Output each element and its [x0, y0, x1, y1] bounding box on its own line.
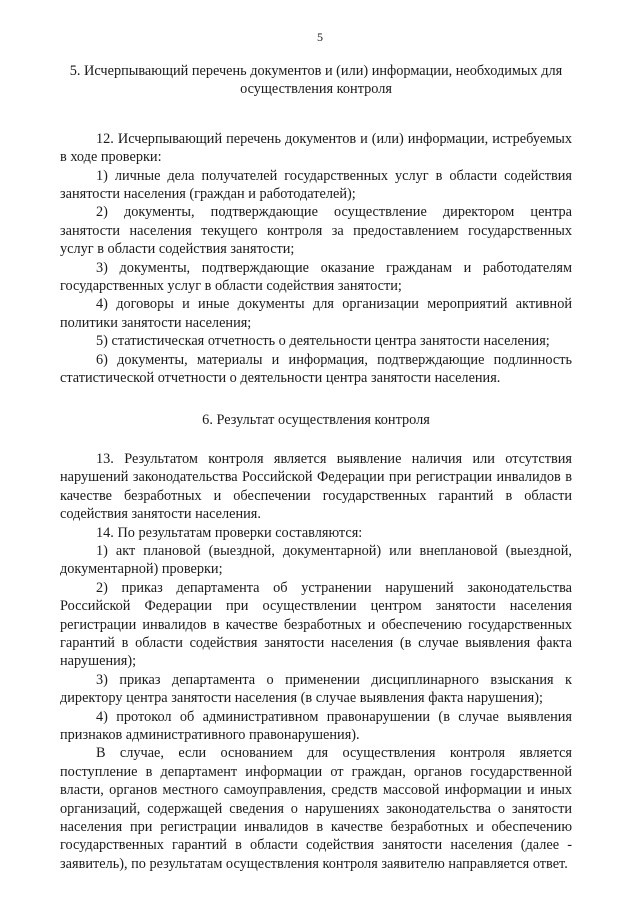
- paragraph-applicant-response: В случае, если основанием для осуществления контроля является поступление в департамент информации от граждан, органов государственной власти, органов местного самоуправления, средств массовой информации и иных организаций, содержащей сведения о нарушениях законодательства о занятости населения при регистрации инвалидов в качестве безработных и обеспечению государственных гарантий в области содействия занятости населения (далее - заявитель), по результатам осуществления контроля заявителю направляется ответ.: [60, 745, 572, 872]
- section-5-title: 5. Исчерпывающий перечень документов и (или) информации, необходимых для осуществления контроля: [69, 63, 563, 98]
- list-item-12-6: 6) документы, материалы и информация, подтверждающие подлинность статистической отчетности о деятельности центра занятости населения.: [60, 351, 572, 387]
- list-item-14-2: 2) приказ департамента об устранении нарушений законодательства Российской Федерации при осуществлении центром занятости населения регистрации инвалидов в качестве безработных и обеспечению государственных гарантий в области содействия занятости населения (в случае выявления факта нарушения);: [60, 579, 572, 670]
- list-item-12-5: 5) статистическая отчетность о деятельности центра занятости населения;: [96, 333, 550, 350]
- list-item-12-2: 2) документы, подтверждающие осуществление директором центра занятости населения текущего контроля за предоставлением государственных услуг в области содействия занятости;: [60, 204, 572, 258]
- list-item-12-3: 3) документы, подтверждающие оказание гражданам и работодателям государственных услуг в области содействия занятости;: [60, 259, 572, 295]
- list-item-12-1: 1) личные дела получателей государственных услуг в области содействия занятости населения (граждан и работодателей);: [60, 167, 572, 203]
- section-6-title: 6. Результат осуществления контроля: [202, 411, 430, 428]
- list-item-14-4: 4) протокол об административном правонарушении (в случае выявления признаков административного правонарушения).: [60, 708, 572, 743]
- list-item-14-1: 1) акт плановой (выездной, документарной) или внеплановой (выездной, документарной) проверки;: [60, 542, 572, 578]
- document-body: [60, 62, 572, 873]
- page-number: 5: [317, 30, 323, 44]
- paragraph-14: 14. По результатам проверки составляются:: [96, 524, 363, 541]
- list-item-14-3: 3) приказ департамента о применении дисциплинарного взыскания к директору центра занятости населения (в случае выявления факта нарушения);: [60, 671, 572, 707]
- paragraph-13: 13. Результатом контроля является выявление наличия или отсутствия нарушений законодательства Российской Федерации при регистрации инвалидов в качестве безработных и обеспечении государственных гарантий в области содействия занятости населения.: [60, 450, 572, 523]
- list-item-12-4: 4) договоры и иные документы для организации мероприятий активной политики занятости населения;: [60, 296, 572, 331]
- paragraph-12: 12. Исчерпывающий перечень документов и (или) информации, истребуемых в ходе проверки:: [60, 130, 572, 166]
